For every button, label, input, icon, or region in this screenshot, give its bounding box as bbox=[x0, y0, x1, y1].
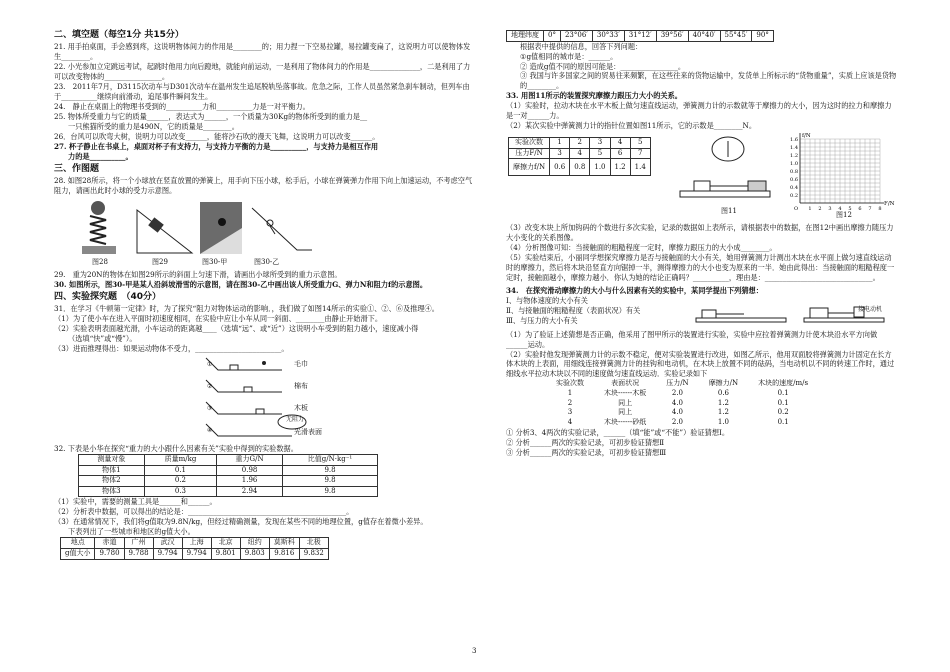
skier-photo bbox=[200, 202, 242, 254]
y-tick-label: 0.8 bbox=[790, 169, 798, 176]
table-row bbox=[546, 389, 818, 399]
q32-r1: 根据表中提供的信息，回答下列问题： bbox=[520, 41, 643, 51]
table-row bbox=[546, 379, 818, 389]
cell: 9.8 bbox=[283, 476, 378, 487]
question-28: 28. 如图28所示，将一个小球放在竖直放置的弹簧上，用手向下压小球，松手后，小球在弹簧弹力作用下向上加速运动，不考虑空气阻力，请画出此时小球的受力示意图。 bbox=[54, 176, 473, 195]
cell: 3 bbox=[567, 408, 573, 417]
y-tick-label: 0.6 bbox=[790, 177, 798, 184]
question-33-1: （1）实验时，拉动木块在水平木板上做匀速直线运动，弹簧测力计的示数就等于摩擦力的大小，因为这时的拉力和摩擦力是一对______力。 bbox=[506, 101, 892, 121]
cell: 9.8 bbox=[283, 465, 378, 476]
fig-28-caption: 图28 bbox=[92, 257, 108, 266]
cell: 5 bbox=[590, 148, 610, 159]
guess-3: Ⅲ、与压力的大小有关 bbox=[506, 315, 578, 325]
cell: 压力/N bbox=[666, 379, 689, 388]
cell: 9.780 bbox=[95, 548, 124, 559]
cell: 1 bbox=[550, 138, 570, 149]
question-34: 34. 在探究滑动摩擦力的大小与什么因素有关的实验中，某同学提出下列猜想： bbox=[506, 285, 763, 295]
right-column bbox=[506, 30, 898, 457]
cell: 实验次数 bbox=[556, 379, 584, 388]
table-row bbox=[79, 476, 378, 487]
cell: 2.0 bbox=[671, 417, 684, 426]
cell: 4 bbox=[570, 148, 590, 159]
cell: 武汉 bbox=[153, 538, 182, 549]
cell: 0.8 bbox=[570, 159, 590, 176]
cell: 9.803 bbox=[240, 548, 269, 559]
question-32-1: （1）实验中，需要的测量工具是______和______。 bbox=[54, 497, 217, 507]
cell: 2 bbox=[567, 398, 573, 407]
cell: 物体3 bbox=[79, 486, 145, 497]
fig-12-chart bbox=[780, 131, 895, 215]
table-row bbox=[61, 548, 329, 559]
question-24: 24. 静止在桌面上的物理书受到的__________力和__________力是一对平衡力。 bbox=[54, 102, 310, 112]
question-21: 21. 用手拍桌面，手会感到疼，这说明物体间力的作用是________的；用力捏一下空易拉罐，易拉罐变扁了，这说明力可以使物体发生________。 bbox=[54, 42, 471, 62]
cell: 4 bbox=[567, 417, 573, 426]
cell: 木块------木板 bbox=[604, 389, 647, 397]
y-tick-label: 1.0 bbox=[790, 161, 798, 168]
cell: 摩擦力f/N bbox=[509, 159, 550, 176]
cell: 北京 bbox=[211, 538, 240, 549]
cell: 2.94 bbox=[217, 486, 283, 497]
cell: 0° bbox=[544, 31, 561, 42]
cell: 1.4 bbox=[630, 159, 650, 176]
question-34-block bbox=[506, 286, 898, 330]
question-31-1: （1）为了使小车在进入平面时初速度相同，在实验中应让小车从同一斜面、________由静止开始滑下。 bbox=[54, 314, 383, 324]
label-towel: 毛巾 bbox=[294, 359, 308, 368]
x-tick-label: 6 bbox=[858, 206, 862, 213]
question-25-cont: 一只熊猫所受的重力是490N，它的质量是________。 bbox=[68, 121, 239, 131]
table-row bbox=[507, 31, 774, 42]
cell: 压力F/N bbox=[509, 148, 550, 159]
question-34-a1: ① 分析3、4两次的实验记录，______（填“能”或“不能”）验证猜想Ⅰ。 bbox=[506, 427, 730, 437]
cell: 40°40′ bbox=[688, 31, 720, 42]
question-26: 26．台风可以吹弯大树，说明力可以改变______，能将沙石吹的漫天飞舞，这说明力可以改变______。 bbox=[54, 131, 380, 141]
x-tick-label: 4 bbox=[838, 206, 842, 213]
figure-row-28-30 bbox=[54, 198, 476, 268]
cell: 上海 bbox=[182, 538, 211, 549]
table-row bbox=[546, 418, 818, 428]
th-object: 测量对象 bbox=[79, 454, 145, 465]
origin-label: O bbox=[794, 206, 799, 213]
cell: 广州 bbox=[124, 538, 153, 549]
x-tick-label: 1 bbox=[808, 206, 812, 213]
cell: 9.816 bbox=[269, 548, 299, 559]
table-row bbox=[546, 399, 818, 409]
q32-r3: ② 造成g值不同的原因可能是：________________。 bbox=[520, 61, 686, 71]
cell: 7 bbox=[630, 148, 650, 159]
cell: 摩擦力/N bbox=[708, 379, 739, 388]
table-row bbox=[79, 465, 378, 476]
label-no-resistance: 无阻力 bbox=[286, 415, 305, 423]
question-32-3: （3）在通常情况下，我们将g值取为9.8N/kg，但经过精确测量，发现在某些不同的地理位置，g值存在着微小差异。 bbox=[54, 517, 428, 527]
question-34-2: （2）实验时他发现弹簧测力计的示数不稳定，便对实验装置进行改进，如图乙所示，他用双面胶将弹簧测力计固定在长方体木块的上表面，用细线连接弹簧测力计的挂钩和电动机，在木块上放置不同的砝码，当电动机以不同的转速工作时，通过细线水平拉动木块以不同的速度做匀速直线运动．实验记录如下 bbox=[506, 349, 895, 379]
th-ratio: 比值g/N·kg⁻¹ bbox=[283, 454, 378, 465]
cell: 0.6 bbox=[550, 159, 570, 176]
cell: 55°45′ bbox=[720, 31, 752, 42]
cell: 1 bbox=[567, 389, 573, 397]
cell: 0.6 bbox=[717, 389, 729, 397]
question-33: 33. 用图11所示的装置探究摩擦力跟压力大小的关系。 bbox=[506, 91, 682, 101]
cell: 0.1 bbox=[144, 465, 216, 476]
question-27-cont: 力的是__________。 bbox=[68, 151, 133, 161]
cell: 木块的速度/m/s bbox=[758, 379, 809, 388]
cell: 物体2 bbox=[79, 476, 145, 487]
table-row bbox=[546, 408, 818, 418]
question-27: 27. 杯子静止在书桌上，桌面对杯子有支持力，与支持力平衡的力是__________，与支持力是相互作用 bbox=[54, 141, 379, 151]
cell: 90° bbox=[752, 31, 773, 42]
question-34-a2: ② 分析______两次的实验记录，可初步验证猜想Ⅱ bbox=[506, 437, 665, 447]
guess-2: Ⅱ、与接触面的粗糙程度（表面状况）有关 bbox=[506, 305, 641, 315]
y-axis-label: f/N bbox=[802, 133, 811, 140]
cell: 0.1 bbox=[777, 389, 789, 397]
cell: 木块------砂纸 bbox=[604, 417, 647, 426]
cell: 地点 bbox=[61, 538, 95, 549]
question-29: 29. 重为20N的物体在如图29所示的斜面上匀速下滑，请画出小球所受到的重力示意图。 bbox=[54, 269, 342, 279]
cell: 4.0 bbox=[671, 398, 684, 407]
cell: 0.2 bbox=[777, 408, 789, 417]
th-mass: 质量m/kg bbox=[144, 454, 216, 465]
cell: 地理纬度 bbox=[507, 31, 544, 42]
cell: 实验次数 bbox=[509, 138, 550, 149]
cell: 0.3 bbox=[144, 486, 216, 497]
cell: 莫斯科 bbox=[269, 538, 299, 549]
cell: 23°06′ bbox=[560, 31, 592, 42]
cell: 纽约 bbox=[240, 538, 269, 549]
cell: 0.98 bbox=[217, 465, 283, 476]
figure-31 bbox=[54, 356, 476, 442]
svg-text:①: ① bbox=[207, 360, 213, 368]
label-smooth: 光滑表面 bbox=[294, 427, 322, 436]
cell: 2 bbox=[570, 138, 590, 149]
cell: 9.788 bbox=[124, 548, 153, 559]
label-board: 木板 bbox=[294, 403, 308, 412]
motor-label: 接电动机 bbox=[858, 305, 883, 313]
cell: 1.0 bbox=[717, 417, 729, 426]
skier-slope-figure bbox=[252, 208, 312, 250]
question-22: 22. 小光参加立定跳远考试，起跳时他用力向后蹬地，就能向前运动，一是利用了物体间力的作用是______________，二是利用了力可以改变物体的________________。 bbox=[54, 62, 471, 82]
figure-33-row bbox=[506, 131, 898, 223]
table-row bbox=[61, 538, 329, 549]
x-tick-label: 3 bbox=[828, 206, 832, 213]
cell: 2.0 bbox=[671, 389, 684, 397]
friction-speed-table bbox=[546, 379, 818, 427]
table-row bbox=[79, 486, 378, 497]
fig-30b-caption: 图30-乙 bbox=[254, 257, 280, 266]
question-23: 23. 2011年7月，D3115次动车与D301次动车在温州发生追尾脱轨坠落事故。危急之际，工作人员虽然紧急刹车制动，但列车由于__________继续向前滑动，追尾事件瞬间发生。 bbox=[54, 82, 470, 102]
cell: 1.2 bbox=[717, 408, 729, 417]
fig-11-apparatus bbox=[678, 135, 773, 205]
cell: 0.2 bbox=[144, 476, 216, 487]
cell: 0.1 bbox=[777, 398, 789, 407]
cell: 同上 bbox=[618, 408, 633, 417]
page-number: 3 bbox=[472, 647, 477, 655]
cell: 5 bbox=[630, 138, 650, 149]
fig-12-caption: 图12 bbox=[836, 211, 852, 220]
gravity-data-table bbox=[78, 454, 378, 498]
q32-r4: ③ 我国与许多国家之间的贸易往来频繁，在这些往来的货物运输中，发货单上所标示的“货物重量”，实质上应该是货物的________。 bbox=[520, 71, 897, 91]
question-31-2-cont: （选填“快”或“慢”）。 bbox=[68, 334, 137, 344]
cell: 6 bbox=[610, 148, 630, 159]
cell: 9.794 bbox=[153, 548, 182, 559]
x-tick-label: 5 bbox=[848, 206, 852, 213]
section-2-title: 二、填空题（每空1分 共15分） bbox=[54, 30, 184, 40]
friction-table bbox=[508, 137, 651, 176]
question-33-4: （4）分析图像可知：当接触面的粗糙程度一定时，摩擦力跟压力的大小成________。 bbox=[506, 242, 777, 252]
table-row bbox=[509, 159, 651, 176]
q32-r2: ①g值相同的城市是：______。 bbox=[520, 51, 618, 61]
cell: 物体1 bbox=[79, 465, 145, 476]
cell: 3 bbox=[550, 148, 570, 159]
question-33-5: （5）实验结束后，小丽同学想探究摩擦力是否与接触面的大小有关，她用弹簧测力计测出木块在水平面上做匀速直线运动时的摩擦力，然后将木块沿竖直方向锯掉一半，测得摩擦力的大小也变为原来的一半．她由此得出：当接触面的粗糙程度一定时，接触面越小，摩擦力越小．你认为她的结论正确吗？__________，理由是：______________________________。 bbox=[506, 252, 895, 282]
cell: 9.8 bbox=[283, 486, 378, 497]
cell: 9.801 bbox=[211, 548, 240, 559]
question-30: 30. 如图所示，图30-甲是某人沿斜坡滑雪的示意图，请在图30-乙中画出该人所受重力G、弹力N和阻力f的示意图。 bbox=[54, 279, 428, 289]
cell: 同上 bbox=[618, 398, 633, 407]
cell: 30°33′ bbox=[592, 31, 624, 42]
left-column bbox=[54, 28, 476, 560]
cell: 4.0 bbox=[671, 408, 684, 417]
fig-29-caption: 图29 bbox=[152, 257, 168, 266]
svg-text:②: ② bbox=[207, 382, 213, 390]
fig-30a-caption: 图30-甲 bbox=[202, 257, 228, 266]
cell: 9.832 bbox=[299, 548, 328, 559]
latitude-table bbox=[506, 30, 774, 42]
question-33-3: （3）改变木块上所加钩码的个数进行多次实验，记录的数据如上表所示，请根据表中的数据，在图12中画出摩擦力随压力大小变化的关系图像。 bbox=[506, 223, 894, 243]
cell: 北极 bbox=[299, 538, 328, 549]
fig-11-caption: 图11 bbox=[721, 207, 737, 216]
cell: 4 bbox=[610, 138, 630, 149]
question-33-2: （2）某次实验中弹簧测力计的指针位置如图11所示，它的示数是________N。 bbox=[506, 121, 757, 131]
section-4-title: 四、实验探究题 （40分） bbox=[54, 291, 162, 302]
question-32-2: （2）分析表中数据，可以得出的结论是：____________________________________________。 bbox=[54, 507, 354, 517]
cell: 0.1 bbox=[777, 417, 789, 426]
question-32: 32. 下表是小华在探究“重力的大小跟什么因素有关”实验中得到的实验数据。 bbox=[54, 443, 298, 453]
section-3-title: 三、作图题 bbox=[54, 163, 100, 174]
cell: 3 bbox=[590, 138, 610, 149]
question-34-a3: ③ 分析______两次的实验记录，可初步验证猜想Ⅲ bbox=[506, 447, 667, 457]
cell: 1.96 bbox=[217, 476, 283, 487]
label-cotton: 棉布 bbox=[294, 381, 308, 390]
question-31-3: （3）进而推理得出：如果运动物体不受力，________________________。 bbox=[54, 343, 289, 353]
x-axis-label: F/N bbox=[884, 201, 895, 208]
y-tick-label: 1.6 bbox=[790, 137, 798, 144]
x-tick-label: 2 bbox=[818, 206, 822, 213]
y-tick-label: 0.4 bbox=[790, 185, 798, 192]
table-row bbox=[509, 148, 651, 159]
y-tick-label: 1.2 bbox=[790, 153, 798, 160]
g-value-table bbox=[60, 537, 329, 559]
figures-drawing bbox=[72, 198, 312, 258]
question-31-2: （2）实验表明表面越光滑，小车运动的距离越____（选填“远”、或“近”）这说明小车受到的阻力越小，速度减小得 bbox=[54, 324, 419, 334]
cell: 9.794 bbox=[182, 548, 211, 559]
guess-1: Ⅰ、与物体速度的大小有关 bbox=[506, 295, 588, 305]
question-31: 31．在学习《牛顿第一定律》时，为了探究“阻力对物体运动的影响．，我们做了如图14所示的实验①、②、⑥及推理④。 bbox=[54, 304, 439, 314]
incline-figure bbox=[137, 210, 192, 253]
cell: 31°12′ bbox=[624, 31, 656, 42]
question-32-3-cont: 下表列出了一些城市和地区的g值大小。 bbox=[68, 527, 195, 537]
svg-text:③: ③ bbox=[207, 404, 213, 412]
cell: 表面状况 bbox=[611, 379, 640, 388]
svg-text:④: ④ bbox=[207, 426, 213, 434]
guess-row bbox=[506, 296, 898, 330]
cell: 1.0 bbox=[590, 159, 610, 176]
cell: 1.2 bbox=[717, 398, 729, 407]
y-tick-label: 1.4 bbox=[790, 145, 798, 152]
spring-figure bbox=[82, 201, 116, 254]
question-34-1: （1）为了验证上述猜想是否正确，他采用了图甲所示的装置进行实验，实验中应拉着弹簧测力计使木块沿水平方向做______运动。 bbox=[506, 329, 878, 349]
x-tick-label: 8 bbox=[878, 206, 882, 213]
cell: 1.2 bbox=[610, 159, 630, 176]
x-tick-label: 7 bbox=[868, 206, 872, 213]
y-tick-label: 0.2 bbox=[790, 193, 798, 200]
cell: 39°56′ bbox=[656, 31, 688, 42]
cell: 赤道 bbox=[95, 538, 124, 549]
th-gravity: 重力G/N bbox=[217, 454, 283, 465]
cell: g值大小 bbox=[61, 548, 95, 559]
table-row bbox=[509, 138, 651, 149]
question-25: 25. 物体所受重力与它的质量______，表达式为______，一个质量为30Kg的物体所受到的重力是__ bbox=[54, 111, 368, 121]
